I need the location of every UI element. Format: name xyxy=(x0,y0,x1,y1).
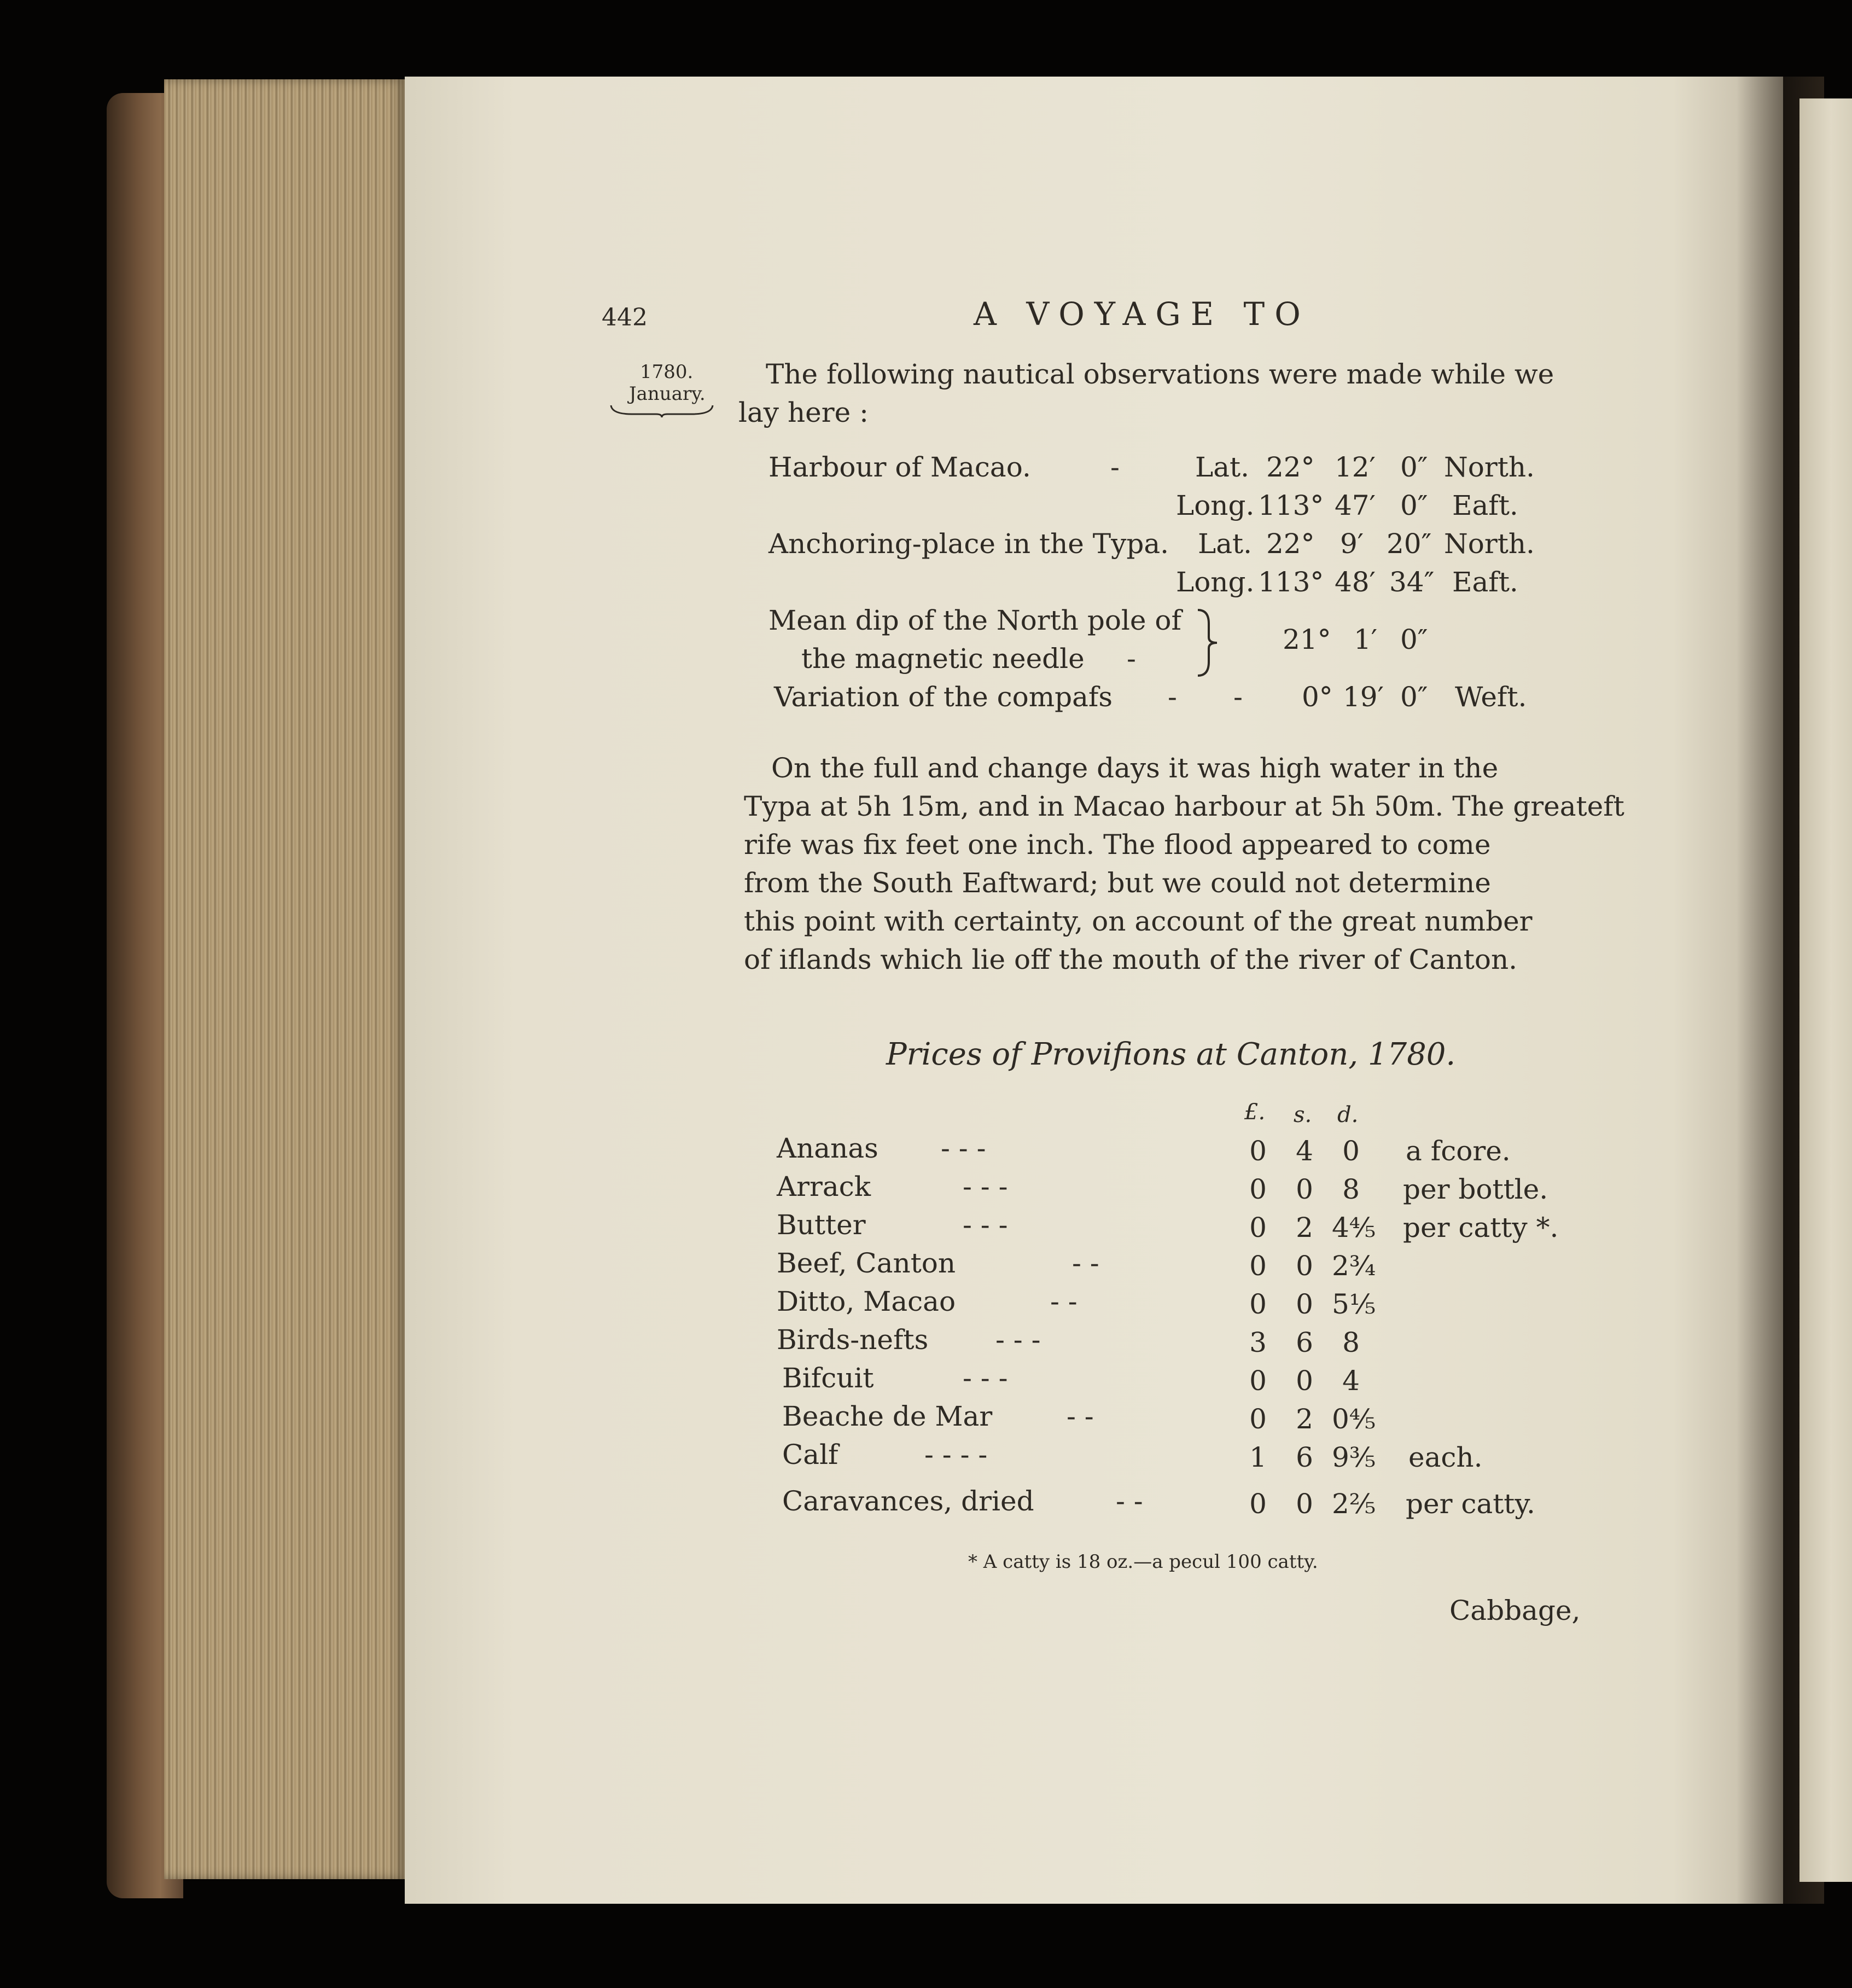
provision-name: Bifcuit xyxy=(782,1362,874,1394)
variation-label: Variation of the compafs xyxy=(774,681,1113,713)
provision-name: Calf xyxy=(782,1439,838,1470)
obs-coord: Lat. xyxy=(1195,451,1249,483)
provision-shillings: 2 xyxy=(1296,1212,1313,1243)
provision-pence: 5⅕ xyxy=(1332,1288,1376,1320)
obs-dir: Eaft. xyxy=(1452,566,1518,598)
facing-page-edge xyxy=(1799,98,1852,1882)
variation-sec: 0″ xyxy=(1400,681,1428,713)
provision-shillings: 0 xyxy=(1296,1250,1313,1282)
provision-shillings: 6 xyxy=(1296,1327,1313,1358)
provision-pounds: 3 xyxy=(1249,1327,1267,1358)
obs-sec: 34″ xyxy=(1389,566,1435,598)
provision-pounds: 0 xyxy=(1249,1135,1267,1167)
provision-pounds: 0 xyxy=(1249,1365,1267,1397)
obs-min: 47′ xyxy=(1335,490,1376,521)
provision-dashes: - - - xyxy=(941,1132,986,1164)
paragraph-line: this point with certainty, on account of the great number xyxy=(744,905,1533,937)
provision-dashes: - - - - xyxy=(924,1439,988,1470)
dip-deg: 21° xyxy=(1283,624,1331,655)
provision-name: Caravances, dried xyxy=(782,1485,1034,1517)
provision-pounds: 0 xyxy=(1249,1488,1267,1520)
page-edges xyxy=(164,79,405,1879)
provision-dashes: - - - xyxy=(963,1362,1008,1394)
running-head: A VOYAGE TO xyxy=(974,295,1311,333)
obs-sec: 0″ xyxy=(1400,490,1428,521)
provision-dashes: - - - xyxy=(963,1209,1008,1241)
provision-pence: 0⅘ xyxy=(1332,1403,1376,1435)
footnote: * A catty is 18 oz.—a pecul 100 catty. xyxy=(968,1551,1318,1573)
provision-pence: 9⅗ xyxy=(1332,1441,1376,1473)
obs-sec: 20″ xyxy=(1387,528,1432,560)
provision-name: Arrack xyxy=(777,1171,871,1202)
dip-label-line-1: Mean dip of the North pole of xyxy=(768,604,1182,636)
dip-dash: - xyxy=(1127,643,1136,675)
obs-deg: 22° xyxy=(1266,451,1315,483)
dip-sec: 0″ xyxy=(1400,624,1428,655)
paragraph-line: from the South Eaftward; but we could not determine xyxy=(744,867,1491,899)
variation-dash: - xyxy=(1233,681,1243,713)
obs-coord: Long. xyxy=(1176,566,1255,598)
dip-brace xyxy=(1192,607,1225,678)
provision-name: Ditto, Macao xyxy=(777,1286,956,1317)
obs-min: 9′ xyxy=(1340,528,1364,560)
obs-deg: 22° xyxy=(1266,528,1315,560)
provision-shillings: 0 xyxy=(1296,1488,1313,1520)
obs-label: Harbour of Macao. xyxy=(768,451,1031,483)
provision-name: Butter xyxy=(777,1209,866,1241)
page-number: 442 xyxy=(602,304,648,332)
variation-dash: - xyxy=(1168,681,1177,713)
provision-dashes: - - xyxy=(1116,1485,1143,1517)
provision-shillings: 4 xyxy=(1296,1135,1313,1167)
obs-coord: Lat. xyxy=(1198,528,1252,560)
variation-deg: 0° xyxy=(1302,681,1333,713)
provision-pounds: 0 xyxy=(1249,1250,1267,1282)
provision-pence: 4⅘ xyxy=(1332,1212,1376,1243)
dip-label-line-2: the magnetic needle xyxy=(801,643,1085,675)
provision-shillings: 2 xyxy=(1296,1403,1313,1435)
provision-shillings: 0 xyxy=(1296,1173,1313,1205)
obs-dir: North. xyxy=(1444,451,1535,483)
dip-min: 1′ xyxy=(1354,624,1378,655)
provision-dashes: - - xyxy=(1072,1247,1099,1279)
header-pence: d. xyxy=(1337,1102,1359,1127)
variation-min: 19′ xyxy=(1343,681,1384,713)
provision-pence: 2⅖ xyxy=(1332,1488,1376,1520)
provision-dashes: - - xyxy=(1067,1400,1094,1432)
paragraph-line: of iflands which lie off the mouth of the river of Canton. xyxy=(744,944,1518,975)
obs-min: 12′ xyxy=(1335,451,1376,483)
paragraph-line: rife was fix feet one inch. The flood appeared to come xyxy=(744,829,1491,861)
provision-pounds: 0 xyxy=(1249,1173,1267,1205)
provision-note: a fcore. xyxy=(1406,1135,1511,1167)
provision-name: Beache de Mar xyxy=(782,1400,993,1432)
margin-brace-mark xyxy=(610,402,714,418)
obs-dir: Eaft. xyxy=(1452,490,1518,521)
provision-pence: 2¾ xyxy=(1332,1250,1376,1282)
provision-pounds: 0 xyxy=(1249,1403,1267,1435)
provision-pounds: 0 xyxy=(1249,1288,1267,1320)
provision-dashes: - - - xyxy=(995,1324,1041,1356)
provision-note: per catty. xyxy=(1406,1488,1535,1520)
intro-line-2: lay here : xyxy=(738,397,869,428)
margin-note-month: January. xyxy=(629,383,706,405)
provision-dashes: - - - xyxy=(963,1171,1008,1202)
table-title: Prices of Provifions at Canton, 1780. xyxy=(886,1037,1456,1072)
obs-deg: 113° xyxy=(1258,566,1324,598)
provision-pounds: 0 xyxy=(1249,1212,1267,1243)
provision-note: each. xyxy=(1408,1441,1483,1473)
variation-dir: Weft. xyxy=(1455,681,1527,713)
provision-dashes: - - xyxy=(1050,1286,1078,1317)
provision-name: Beef, Canton xyxy=(777,1247,956,1279)
provision-note: per bottle. xyxy=(1403,1173,1548,1205)
provision-pence: 0 xyxy=(1342,1135,1360,1167)
header-shillings: s. xyxy=(1294,1102,1312,1127)
provision-pence: 8 xyxy=(1342,1173,1360,1205)
provision-name: Birds-nefts xyxy=(777,1324,929,1356)
obs-dash: - xyxy=(1110,451,1120,483)
obs-sec: 0″ xyxy=(1400,451,1428,483)
obs-coord: Long. xyxy=(1176,490,1255,521)
obs-min: 48′ xyxy=(1335,566,1376,598)
provision-name: Ananas xyxy=(777,1132,878,1164)
catchword: Cabbage, xyxy=(1449,1595,1581,1626)
book-page xyxy=(405,77,1783,1904)
provision-pence: 4 xyxy=(1342,1365,1360,1397)
paragraph-line: Typa at 5h 15m, and in Macao harbour at 5h 50m. The greateft xyxy=(744,790,1624,822)
obs-deg: 113° xyxy=(1258,490,1324,521)
provision-pounds: 1 xyxy=(1249,1441,1267,1473)
provision-shillings: 0 xyxy=(1296,1288,1313,1320)
obs-label: Anchoring-place in the Typa. xyxy=(768,528,1169,560)
intro-line-1: The following nautical observations were made while we xyxy=(766,358,1554,390)
provision-note: per catty *. xyxy=(1403,1212,1559,1243)
provision-shillings: 0 xyxy=(1296,1365,1313,1397)
provision-pence: 8 xyxy=(1342,1327,1360,1358)
header-pounds: £. xyxy=(1244,1100,1266,1125)
obs-dir: North. xyxy=(1444,528,1535,560)
paragraph-line: On the full and change days it was high water in the xyxy=(771,752,1499,784)
margin-note-year: 1780. xyxy=(640,361,694,383)
provision-shillings: 6 xyxy=(1296,1441,1313,1473)
